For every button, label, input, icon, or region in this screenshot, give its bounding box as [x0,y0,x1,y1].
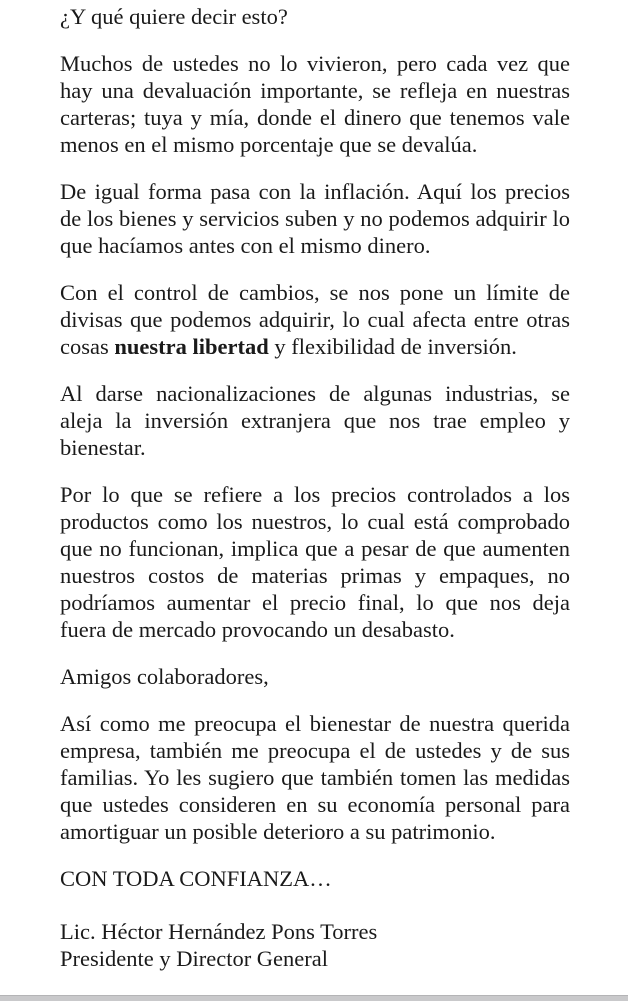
paragraph-nacionalizaciones: Al darse nacionalizaciones de algunas industrias, se aleja la inversión extranjera que nos trae empleo y bienestar. [60,381,570,460]
paragraph-control-cambios-pre: Con el control de cambios, se nos pone un límite de divisas que podemos adquirir, lo cual afecta entre otras cosas [60,280,570,359]
signature-title: Presidente y Director General [60,946,329,971]
page-bottom-edge [0,995,628,1001]
paragraph-question: ¿Y qué quiere decir esto? [60,4,288,29]
paragraph-bienestar-familias: Así como me preocupa el bienestar de nuestra querida empresa, también me preocupa el de ustedes y de sus familias. Yo les sugiero que también tomen las medidas que ustedes consideren en su economía personal para amortiguar un posible deterioro a su patrimonio. [60,711,570,844]
paragraph-control-cambios [60,279,570,360]
paragraph-control-cambios-post: y flexibilidad de inversión. [268,334,517,359]
paragraph-con-toda-confianza: CON TODA CONFIANZA… [60,866,332,891]
paragraph-inflacion: De igual forma pasa con la inflación. Aquí los precios de los bienes y servicios suben y no podemos adquirir lo que hacíamos antes con el mismo dinero. [60,179,570,258]
paragraph-precios-controlados: Por lo que se refiere a los precios controlados a los productos como los nuestros, lo cual está comprobado que no funcionan, implica que a pesar de que aumenten nuestros costos de materias primas y empaques, no podríamos aumentar el precio final, lo que nos deja fuera de mercado provocando un desabasto. [60,482,570,642]
paragraph-amigos-colaboradores: Amigos colaboradores, [60,664,269,689]
paragraph-devaluacion: Muchos de ustedes no lo vivieron, pero cada vez que hay una devaluación importante, se refleja en nuestras carteras; tuya y mía, donde el dinero que tenemos vale menos en el mismo porcentaje que se devalúa. [60,51,570,157]
paragraph-control-cambios-bold-phrase: nuestra libertad [114,334,269,359]
signature-name: Lic. Héctor Hernández Pons Torres [60,919,378,944]
signature-block [60,918,570,972]
